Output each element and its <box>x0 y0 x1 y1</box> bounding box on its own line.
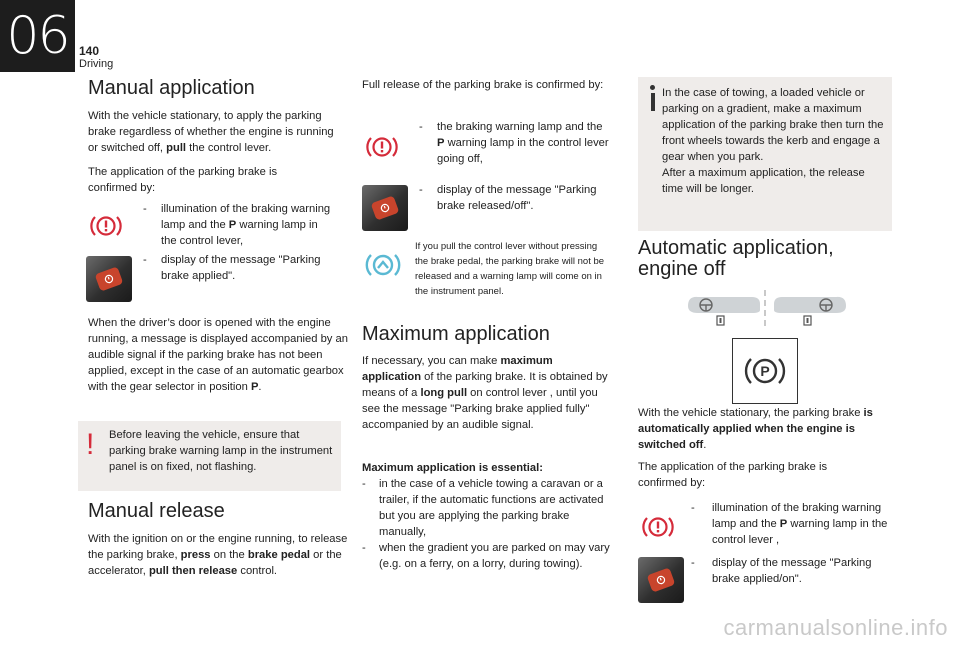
door-open-paragraph: When the driver’s door is opened with the engine running, a message is displayed accompanied by an audible signal if the parking brake has not been applied, except in the case of an automatic gearbox with the gear selector in position P. <box>88 317 348 393</box>
list-item: - display of the message "Parking brake released/off". <box>419 184 597 212</box>
heading-maximum-application: Maximum application <box>362 323 550 345</box>
warning-note <box>78 421 341 491</box>
manual-application-intro: With the vehicle stationary, to apply the parking brake regardless of whether the engine is running or switched off, pull the control lever. <box>88 110 334 154</box>
brake-warning-icon <box>86 206 126 246</box>
brake-warning-icon <box>638 507 678 547</box>
release-note-small: If you pull the control lever without pressing the brake pedal, the parking brake will not be released and a warning lamp will come on in the instrument panel. <box>415 241 605 297</box>
list-item: - display of the message "Parking brake applied". <box>143 254 321 282</box>
parking-brake-switch-icon <box>362 185 408 231</box>
brake-release-icon <box>362 244 404 286</box>
release-confirm-paragraph: Full release of the parking brake is confirmed by: <box>362 79 604 91</box>
list-item: - in the case of a vehicle towing a caravan or a trailer, if the automatic functions are activated but you are applying the parking brake manually, <box>362 478 604 538</box>
steering-wheel-icon <box>686 292 761 326</box>
manual-release-paragraph: With the ignition on or the engine running, to release the parking brake, press on the brake pedal or the accelerator, pull then release control. <box>88 533 348 577</box>
heading-automatic-application: Automatic application, engine off <box>638 237 834 280</box>
exclamation-icon: ! <box>86 428 95 461</box>
auto-application-paragraph: With the vehicle stationary, the parking brake is automatically applied when the engine is switched off. <box>638 407 873 451</box>
heading-manual-application: Manual application <box>88 77 255 99</box>
parking-p-icon <box>732 338 798 404</box>
page-number: 140 <box>79 44 100 58</box>
info-text: In the case of towing, a loaded vehicle or parking on a gradient, make a maximum application of the parking brake then turn the front wheels towards the kerb and engage a gear when you park. After a maximum application, the release time will be longer. <box>662 87 884 195</box>
list-item: - illumination of the braking warning lamp and the P warning lamp in the control lever , <box>691 502 888 546</box>
watermark: carmanualsonline.info <box>723 615 948 640</box>
list-item: - display of the message "Parking brake applied/on". <box>691 557 872 585</box>
auto-application-confirm: The application of the parking brake is confirmed by: <box>638 461 828 489</box>
list-item: - when the gradient you are parked on may vary (e.g. on a ferry, on a lorry, during towing). <box>362 542 610 570</box>
svg-text:P: P <box>760 363 770 379</box>
brake-warning-icon <box>362 127 402 167</box>
chapter-tab: 06 <box>0 0 75 72</box>
warning-text: Before leaving the vehicle, ensure that parking brake warning lamp in the instrument panel is on fixed, not flashing. <box>109 429 333 473</box>
maximum-application-paragraph: If necessary, you can make maximum application of the parking brake. It is obtained by means of a long pull on control lever , until you see the message "Parking brake applied fully" accompanied by an audible signal. <box>362 355 608 431</box>
section-label: Driving <box>79 58 114 70</box>
info-note <box>638 77 892 231</box>
essential-title: Maximum application is essential: <box>362 462 543 474</box>
divider <box>764 290 769 326</box>
steering-wheel-icon <box>772 292 847 326</box>
heading-manual-release: Manual release <box>88 500 225 522</box>
parking-brake-switch-icon <box>638 557 684 603</box>
list-item: - illumination of the braking warning lamp and the P warning lamp in the control lever, <box>143 203 331 247</box>
info-icon <box>647 85 659 111</box>
parking-brake-switch-icon <box>86 256 132 302</box>
manual-application-confirm: The application of the parking brake is confirmed by: <box>88 166 278 194</box>
list-item: - the braking warning lamp and the P warning lamp in the control lever going off, <box>419 121 609 165</box>
